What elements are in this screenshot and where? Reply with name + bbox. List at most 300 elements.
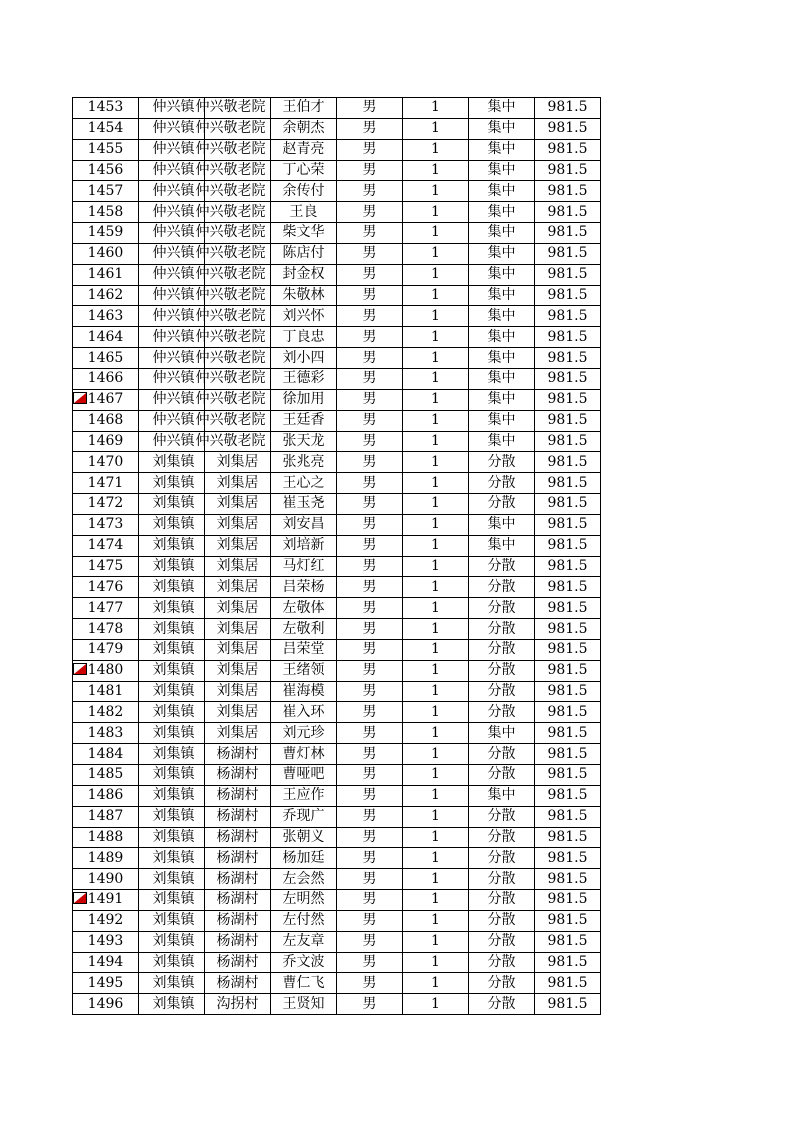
gender-cell[interactable] <box>337 744 403 765</box>
unit-cell[interactable] <box>205 744 271 765</box>
town-cell[interactable] <box>139 556 205 577</box>
town-cell[interactable] <box>139 931 205 952</box>
name-cell[interactable] <box>271 368 337 389</box>
row-number-cell[interactable] <box>73 806 139 827</box>
name-cell[interactable] <box>271 473 337 494</box>
amount-cell[interactable] <box>535 744 601 765</box>
name-cell[interactable] <box>271 806 337 827</box>
mode-cell[interactable] <box>469 285 535 306</box>
amount-cell[interactable] <box>535 285 601 306</box>
unit-cell[interactable] <box>205 994 271 1015</box>
mode-cell[interactable] <box>469 577 535 598</box>
row-number-cell[interactable] <box>73 869 139 890</box>
amount-cell[interactable] <box>535 994 601 1015</box>
town-cell[interactable] <box>139 910 205 931</box>
row-number-cell[interactable] <box>73 368 139 389</box>
gender-cell[interactable] <box>337 723 403 744</box>
count-cell[interactable] <box>403 890 469 911</box>
name-cell[interactable] <box>271 910 337 931</box>
mode-cell[interactable] <box>469 848 535 869</box>
name-cell[interactable] <box>271 723 337 744</box>
row-number-cell[interactable] <box>73 118 139 139</box>
count-cell[interactable] <box>403 848 469 869</box>
unit-cell[interactable] <box>195 223 271 244</box>
mode-cell[interactable] <box>469 348 535 369</box>
amount-cell[interactable] <box>535 723 601 744</box>
gender-cell[interactable] <box>337 139 403 160</box>
count-cell[interactable] <box>403 660 469 681</box>
count-cell[interactable] <box>403 744 469 765</box>
name-cell[interactable] <box>271 639 337 660</box>
unit-cell[interactable] <box>195 118 271 139</box>
amount-cell[interactable] <box>535 348 601 369</box>
row-number-cell[interactable] <box>73 389 139 410</box>
gender-cell[interactable] <box>337 785 403 806</box>
mode-cell[interactable] <box>469 264 535 285</box>
town-cell[interactable] <box>139 681 205 702</box>
gender-cell[interactable] <box>337 994 403 1015</box>
count-cell[interactable] <box>403 869 469 890</box>
unit-cell[interactable] <box>205 890 271 911</box>
gender-cell[interactable] <box>337 306 403 327</box>
town-cell[interactable] <box>139 598 205 619</box>
unit-cell[interactable] <box>205 514 271 535</box>
name-cell[interactable] <box>271 785 337 806</box>
town-cell[interactable] <box>139 869 205 890</box>
unit-cell[interactable] <box>205 473 271 494</box>
row-number-cell[interactable] <box>73 931 139 952</box>
mode-cell[interactable] <box>469 931 535 952</box>
mode-cell[interactable] <box>469 973 535 994</box>
count-cell[interactable] <box>403 619 469 640</box>
town-cell[interactable] <box>139 514 205 535</box>
mode-cell[interactable] <box>469 598 535 619</box>
unit-cell[interactable] <box>205 806 271 827</box>
row-number-cell[interactable] <box>73 973 139 994</box>
count-cell[interactable] <box>403 702 469 723</box>
comment-marker-icon[interactable] <box>73 392 87 404</box>
row-number-cell[interactable] <box>73 952 139 973</box>
unit-cell[interactable] <box>195 181 271 202</box>
row-number-cell[interactable] <box>73 723 139 744</box>
gender-cell[interactable] <box>337 202 403 223</box>
amount-cell[interactable] <box>535 223 601 244</box>
amount-cell[interactable] <box>535 910 601 931</box>
amount-cell[interactable] <box>535 806 601 827</box>
count-cell[interactable] <box>403 118 469 139</box>
row-number-cell[interactable] <box>73 306 139 327</box>
gender-cell[interactable] <box>337 431 403 452</box>
gender-cell[interactable] <box>337 765 403 786</box>
amount-cell[interactable] <box>535 494 601 515</box>
unit-cell[interactable] <box>205 827 271 848</box>
mode-cell[interactable] <box>469 785 535 806</box>
gender-cell[interactable] <box>337 556 403 577</box>
gender-cell[interactable] <box>337 660 403 681</box>
count-cell[interactable] <box>403 556 469 577</box>
name-cell[interactable] <box>271 494 337 515</box>
count-cell[interactable] <box>403 452 469 473</box>
unit-cell[interactable] <box>205 869 271 890</box>
amount-cell[interactable] <box>535 535 601 556</box>
unit-cell[interactable] <box>195 139 271 160</box>
mode-cell[interactable] <box>469 410 535 431</box>
amount-cell[interactable] <box>535 660 601 681</box>
name-cell[interactable] <box>271 181 337 202</box>
amount-cell[interactable] <box>535 181 601 202</box>
amount-cell[interactable] <box>535 848 601 869</box>
gender-cell[interactable] <box>337 806 403 827</box>
mode-cell[interactable] <box>469 181 535 202</box>
amount-cell[interactable] <box>535 327 601 348</box>
gender-cell[interactable] <box>337 181 403 202</box>
unit-cell[interactable] <box>205 931 271 952</box>
amount-cell[interactable] <box>535 577 601 598</box>
amount-cell[interactable] <box>535 681 601 702</box>
town-cell[interactable] <box>139 744 205 765</box>
mode-cell[interactable] <box>469 202 535 223</box>
unit-cell[interactable] <box>205 452 271 473</box>
mode-cell[interactable] <box>469 765 535 786</box>
count-cell[interactable] <box>403 785 469 806</box>
row-number-cell[interactable] <box>73 431 139 452</box>
mode-cell[interactable] <box>469 160 535 181</box>
unit-cell[interactable] <box>205 765 271 786</box>
count-cell[interactable] <box>403 931 469 952</box>
unit-cell[interactable] <box>195 327 271 348</box>
count-cell[interactable] <box>403 285 469 306</box>
name-cell[interactable] <box>271 118 337 139</box>
row-number-cell[interactable] <box>73 785 139 806</box>
mode-cell[interactable] <box>469 744 535 765</box>
mode-cell[interactable] <box>469 723 535 744</box>
amount-cell[interactable] <box>535 827 601 848</box>
name-cell[interactable] <box>271 577 337 598</box>
row-number-cell[interactable] <box>73 681 139 702</box>
name-cell[interactable] <box>271 973 337 994</box>
amount-cell[interactable] <box>535 973 601 994</box>
count-cell[interactable] <box>403 577 469 598</box>
count-cell[interactable] <box>403 431 469 452</box>
gender-cell[interactable] <box>337 577 403 598</box>
unit-cell[interactable] <box>205 494 271 515</box>
count-cell[interactable] <box>403 535 469 556</box>
count-cell[interactable] <box>403 723 469 744</box>
name-cell[interactable] <box>271 660 337 681</box>
mode-cell[interactable] <box>469 389 535 410</box>
unit-cell[interactable] <box>205 723 271 744</box>
unit-cell[interactable] <box>195 431 271 452</box>
row-number-cell[interactable] <box>73 452 139 473</box>
gender-cell[interactable] <box>337 890 403 911</box>
mode-cell[interactable] <box>469 452 535 473</box>
row-number-cell[interactable] <box>73 556 139 577</box>
name-cell[interactable] <box>271 952 337 973</box>
mode-cell[interactable] <box>469 869 535 890</box>
unit-cell[interactable] <box>205 848 271 869</box>
amount-cell[interactable] <box>535 160 601 181</box>
row-number-cell[interactable] <box>73 765 139 786</box>
unit-cell[interactable] <box>205 577 271 598</box>
mode-cell[interactable] <box>469 910 535 931</box>
count-cell[interactable] <box>403 368 469 389</box>
gender-cell[interactable] <box>337 389 403 410</box>
name-cell[interactable] <box>271 514 337 535</box>
mode-cell[interactable] <box>469 952 535 973</box>
gender-cell[interactable] <box>337 869 403 890</box>
row-number-cell[interactable] <box>73 514 139 535</box>
unit-cell[interactable] <box>195 410 271 431</box>
amount-cell[interactable] <box>535 98 601 119</box>
count-cell[interactable] <box>403 827 469 848</box>
unit-cell[interactable] <box>205 702 271 723</box>
amount-cell[interactable] <box>535 702 601 723</box>
count-cell[interactable] <box>403 98 469 119</box>
gender-cell[interactable] <box>337 848 403 869</box>
gender-cell[interactable] <box>337 118 403 139</box>
gender-cell[interactable] <box>337 514 403 535</box>
row-number-cell[interactable] <box>73 327 139 348</box>
gender-cell[interactable] <box>337 598 403 619</box>
gender-cell[interactable] <box>337 535 403 556</box>
gender-cell[interactable] <box>337 827 403 848</box>
unit-cell[interactable] <box>205 910 271 931</box>
amount-cell[interactable] <box>535 765 601 786</box>
count-cell[interactable] <box>403 160 469 181</box>
town-cell[interactable] <box>139 806 205 827</box>
count-cell[interactable] <box>403 389 469 410</box>
mode-cell[interactable] <box>469 139 535 160</box>
name-cell[interactable] <box>271 931 337 952</box>
name-cell[interactable] <box>271 598 337 619</box>
amount-cell[interactable] <box>535 890 601 911</box>
name-cell[interactable] <box>271 160 337 181</box>
row-number-cell[interactable] <box>73 639 139 660</box>
row-number-cell[interactable] <box>73 202 139 223</box>
town-cell[interactable] <box>139 765 205 786</box>
row-number-cell[interactable] <box>73 473 139 494</box>
row-number-cell[interactable] <box>73 181 139 202</box>
count-cell[interactable] <box>403 910 469 931</box>
gender-cell[interactable] <box>337 98 403 119</box>
name-cell[interactable] <box>271 389 337 410</box>
amount-cell[interactable] <box>535 389 601 410</box>
town-cell[interactable] <box>139 452 205 473</box>
gender-cell[interactable] <box>337 410 403 431</box>
count-cell[interactable] <box>403 973 469 994</box>
town-cell[interactable] <box>139 577 205 598</box>
name-cell[interactable] <box>271 431 337 452</box>
row-number-cell[interactable] <box>73 848 139 869</box>
town-cell[interactable] <box>139 723 205 744</box>
row-number-cell[interactable] <box>73 598 139 619</box>
mode-cell[interactable] <box>469 494 535 515</box>
mode-cell[interactable] <box>469 368 535 389</box>
gender-cell[interactable] <box>337 681 403 702</box>
name-cell[interactable] <box>271 223 337 244</box>
gender-cell[interactable] <box>337 368 403 389</box>
row-number-cell[interactable] <box>73 619 139 640</box>
mode-cell[interactable] <box>469 806 535 827</box>
amount-cell[interactable] <box>535 264 601 285</box>
gender-cell[interactable] <box>337 473 403 494</box>
town-cell[interactable] <box>139 702 205 723</box>
amount-cell[interactable] <box>535 452 601 473</box>
name-cell[interactable] <box>271 410 337 431</box>
row-number-cell[interactable] <box>73 577 139 598</box>
row-number-cell[interactable] <box>73 994 139 1015</box>
name-cell[interactable] <box>271 681 337 702</box>
name-cell[interactable] <box>271 348 337 369</box>
name-cell[interactable] <box>271 285 337 306</box>
gender-cell[interactable] <box>337 452 403 473</box>
unit-cell[interactable] <box>205 619 271 640</box>
mode-cell[interactable] <box>469 514 535 535</box>
amount-cell[interactable] <box>535 243 601 264</box>
unit-cell[interactable] <box>195 264 271 285</box>
amount-cell[interactable] <box>535 556 601 577</box>
unit-cell[interactable] <box>205 598 271 619</box>
town-cell[interactable] <box>139 619 205 640</box>
town-cell[interactable] <box>139 473 205 494</box>
gender-cell[interactable] <box>337 160 403 181</box>
row-number-cell[interactable] <box>73 348 139 369</box>
town-cell[interactable] <box>139 827 205 848</box>
name-cell[interactable] <box>271 139 337 160</box>
unit-cell[interactable] <box>205 660 271 681</box>
unit-cell[interactable] <box>195 285 271 306</box>
name-cell[interactable] <box>271 556 337 577</box>
row-number-cell[interactable] <box>73 494 139 515</box>
amount-cell[interactable] <box>535 639 601 660</box>
mode-cell[interactable] <box>469 223 535 244</box>
town-cell[interactable] <box>139 952 205 973</box>
mode-cell[interactable] <box>469 639 535 660</box>
mode-cell[interactable] <box>469 681 535 702</box>
gender-cell[interactable] <box>337 327 403 348</box>
count-cell[interactable] <box>403 765 469 786</box>
count-cell[interactable] <box>403 306 469 327</box>
row-number-cell[interactable] <box>73 264 139 285</box>
amount-cell[interactable] <box>535 598 601 619</box>
town-cell[interactable] <box>139 973 205 994</box>
amount-cell[interactable] <box>535 410 601 431</box>
count-cell[interactable] <box>403 348 469 369</box>
mode-cell[interactable] <box>469 306 535 327</box>
unit-cell[interactable] <box>205 556 271 577</box>
unit-cell[interactable] <box>195 98 271 119</box>
count-cell[interactable] <box>403 994 469 1015</box>
name-cell[interactable] <box>271 243 337 264</box>
gender-cell[interactable] <box>337 910 403 931</box>
town-cell[interactable] <box>139 848 205 869</box>
gender-cell[interactable] <box>337 348 403 369</box>
count-cell[interactable] <box>403 494 469 515</box>
unit-cell[interactable] <box>195 243 271 264</box>
town-cell[interactable] <box>139 494 205 515</box>
row-number-cell[interactable] <box>73 285 139 306</box>
mode-cell[interactable] <box>469 118 535 139</box>
mode-cell[interactable] <box>469 827 535 848</box>
amount-cell[interactable] <box>535 785 601 806</box>
count-cell[interactable] <box>403 264 469 285</box>
comment-marker-icon[interactable] <box>73 663 87 675</box>
row-number-cell[interactable] <box>73 243 139 264</box>
name-cell[interactable] <box>271 848 337 869</box>
unit-cell[interactable] <box>205 973 271 994</box>
name-cell[interactable] <box>271 98 337 119</box>
row-number-cell[interactable] <box>73 98 139 119</box>
row-number-cell[interactable] <box>73 702 139 723</box>
count-cell[interactable] <box>403 243 469 264</box>
unit-cell[interactable] <box>205 535 271 556</box>
comment-marker-icon[interactable] <box>73 892 87 904</box>
amount-cell[interactable] <box>535 952 601 973</box>
amount-cell[interactable] <box>535 473 601 494</box>
town-cell[interactable] <box>139 994 205 1015</box>
mode-cell[interactable] <box>469 702 535 723</box>
count-cell[interactable] <box>403 473 469 494</box>
gender-cell[interactable] <box>337 264 403 285</box>
mode-cell[interactable] <box>469 473 535 494</box>
name-cell[interactable] <box>271 994 337 1015</box>
row-number-cell[interactable] <box>73 535 139 556</box>
gender-cell[interactable] <box>337 223 403 244</box>
unit-cell[interactable] <box>205 952 271 973</box>
town-cell[interactable] <box>139 535 205 556</box>
gender-cell[interactable] <box>337 639 403 660</box>
count-cell[interactable] <box>403 952 469 973</box>
mode-cell[interactable] <box>469 327 535 348</box>
gender-cell[interactable] <box>337 973 403 994</box>
unit-cell[interactable] <box>205 785 271 806</box>
mode-cell[interactable] <box>469 994 535 1015</box>
gender-cell[interactable] <box>337 952 403 973</box>
mode-cell[interactable] <box>469 535 535 556</box>
amount-cell[interactable] <box>535 931 601 952</box>
gender-cell[interactable] <box>337 619 403 640</box>
town-cell[interactable] <box>139 890 205 911</box>
mode-cell[interactable] <box>469 890 535 911</box>
mode-cell[interactable] <box>469 660 535 681</box>
gender-cell[interactable] <box>337 243 403 264</box>
name-cell[interactable] <box>271 452 337 473</box>
name-cell[interactable] <box>271 264 337 285</box>
name-cell[interactable] <box>271 702 337 723</box>
gender-cell[interactable] <box>337 494 403 515</box>
amount-cell[interactable] <box>535 869 601 890</box>
count-cell[interactable] <box>403 202 469 223</box>
row-number-cell[interactable] <box>73 744 139 765</box>
amount-cell[interactable] <box>535 306 601 327</box>
amount-cell[interactable] <box>535 368 601 389</box>
row-number-cell[interactable] <box>73 827 139 848</box>
mode-cell[interactable] <box>469 431 535 452</box>
name-cell[interactable] <box>271 327 337 348</box>
name-cell[interactable] <box>271 306 337 327</box>
amount-cell[interactable] <box>535 514 601 535</box>
unit-cell[interactable] <box>195 160 271 181</box>
amount-cell[interactable] <box>535 139 601 160</box>
gender-cell[interactable] <box>337 285 403 306</box>
gender-cell[interactable] <box>337 702 403 723</box>
name-cell[interactable] <box>271 890 337 911</box>
count-cell[interactable] <box>403 223 469 244</box>
unit-cell[interactable] <box>195 306 271 327</box>
unit-cell[interactable] <box>205 681 271 702</box>
town-cell[interactable] <box>139 639 205 660</box>
count-cell[interactable] <box>403 639 469 660</box>
